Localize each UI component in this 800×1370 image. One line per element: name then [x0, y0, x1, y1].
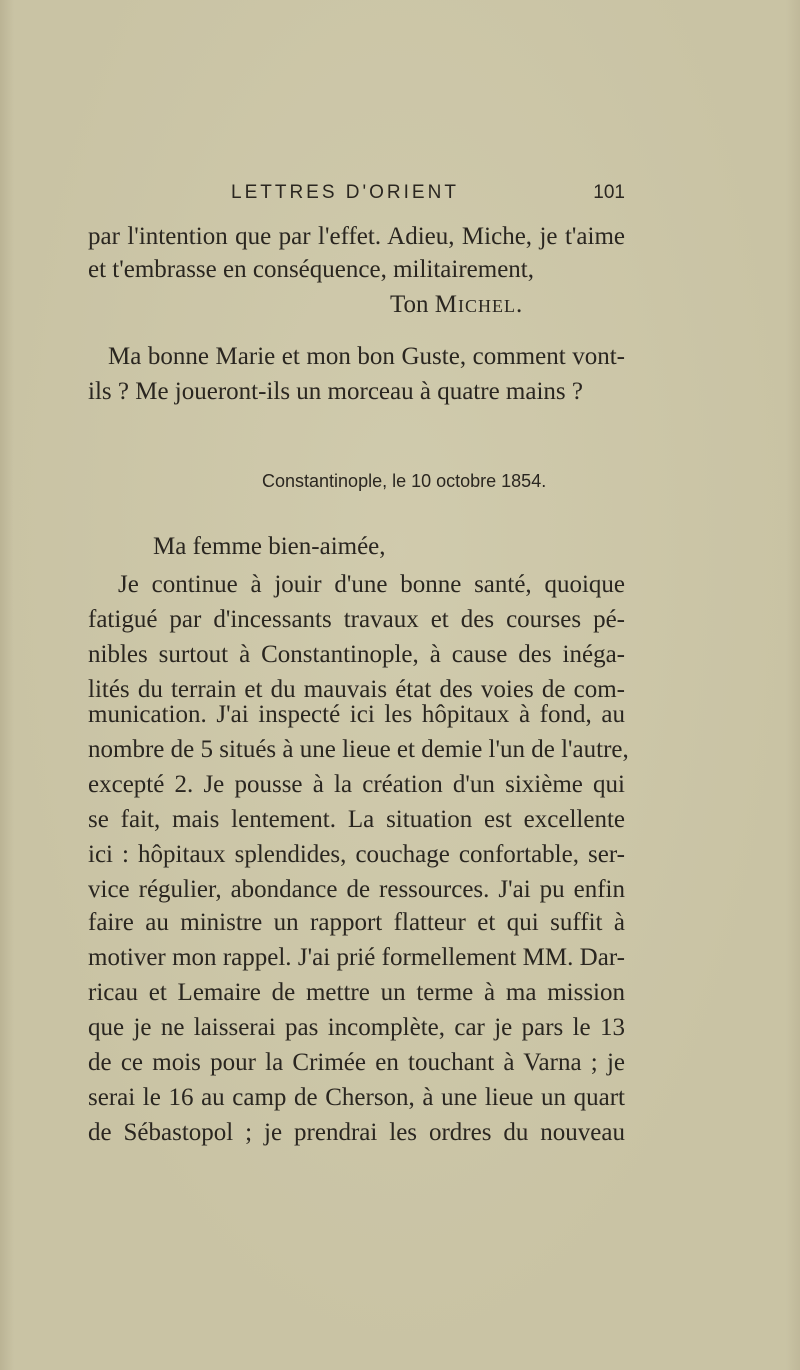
body-line: ici : hôpitaux splendides, couchage confortable, ser-: [88, 841, 625, 868]
body-line: de ce mois pour la Crimée en touchant à Varna ; je: [88, 1049, 625, 1076]
letter-salutation: Ma femme bien-aimée,: [153, 533, 386, 560]
body-line: fatigué par d'incessants travaux et des courses pé-: [88, 606, 625, 633]
postscript-line: ils ? Me joueront-ils un morceau à quatre mains ?: [88, 378, 583, 405]
signature-prefix: Ton: [390, 291, 429, 318]
body-line: ricau et Lemaire de mettre un terme à ma mission: [88, 979, 625, 1006]
body-line: de Sébastopol ; je prendrai les ordres du nouveau: [88, 1119, 625, 1146]
text-line: et t'embrasse en conséquence, militairement,: [88, 256, 534, 283]
body-line: nombre de 5 situés à une lieue et demie l'un de l'autre,: [88, 736, 629, 763]
postscript-line: Ma bonne Marie et mon bon Guste, comment vont-: [108, 343, 625, 370]
body-line: lités du terrain et du mauvais état des voies de com-: [88, 676, 625, 703]
running-header: [88, 180, 625, 210]
signature-name: Michel.: [434, 291, 524, 318]
body-line: motiver mon rappel. J'ai prié formellement MM. Dar-: [88, 944, 625, 971]
signature: [390, 290, 523, 320]
page-number: 101: [593, 182, 625, 203]
text-line: par l'intention que par l'effet. Adieu, Miche, je t'aime: [88, 223, 625, 250]
body-line: munication. J'ai inspecté ici les hôpitaux à fond, au: [88, 701, 625, 728]
body-line: nibles surtout à Constantinople, à cause des inéga-: [88, 641, 625, 668]
letter-dateline: Constantinople, le 10 octobre 1854.: [262, 471, 547, 491]
body-line: se fait, mais lentement. La situation est excellente: [88, 806, 625, 833]
body-line: vice régulier, abondance de ressources. J'ai pu enfin: [88, 876, 625, 903]
body-line: que je ne laisserai pas incomplète, car je pars le 13: [88, 1014, 625, 1041]
running-title: LETTRES D'ORIENT: [231, 182, 459, 203]
body-line: serai le 16 au camp de Cherson, à une lieue un quart: [88, 1084, 625, 1111]
body-line: Je continue à jouir d'une bonne santé, quoique: [118, 571, 625, 598]
body-line: excepté 2. Je pousse à la création d'un sixième qui: [88, 771, 625, 798]
body-line: faire au ministre un rapport flatteur et qui suffit à: [88, 909, 625, 936]
